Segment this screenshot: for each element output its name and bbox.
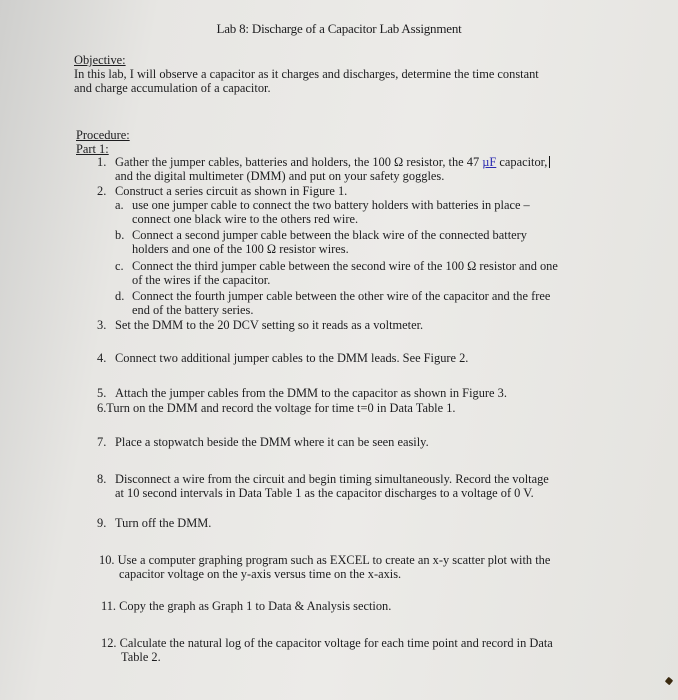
step-2b-line1: Connect a second jumper cable between the black wire of the connected battery (132, 228, 527, 242)
step-2a (115, 198, 530, 226)
step-2a-label: a. (115, 198, 124, 212)
step-3-number: 3. (97, 318, 107, 332)
step-8-line2: at 10 second intervals in Data Table 1 as the capacitor discharges to a voltage of 0 V. (115, 486, 534, 501)
document-title: Lab 8: Discharge of a Capacitor Lab Assignment (216, 21, 462, 36)
step-6 (97, 401, 456, 415)
step-3 (97, 318, 423, 332)
step-2b-line2: holders and one of the 100 Ω resistor wires. (132, 242, 349, 257)
step-1-number: 1. (97, 155, 107, 169)
step-9-text: Turn off the DMM. (115, 516, 212, 530)
step-2-number: 2. (97, 184, 107, 198)
step-12-number: 12. (101, 636, 117, 650)
step-12-line2: Table 2. (121, 650, 161, 665)
step-10-line1: Use a computer graphing program such as EXCEL to create an x-y scatter plot with the (117, 553, 551, 567)
step-4-text: Connect two additional jumper cables to the DMM leads. See Figure 2. (115, 351, 469, 365)
step-4 (97, 351, 468, 365)
step-5 (97, 386, 507, 400)
step-2a-line2: connect one black wire to the others red wire. (132, 212, 359, 227)
objective-text-line2: and charge accumulation of a capacitor. (74, 81, 271, 96)
procedure-heading: Procedure: (76, 128, 130, 142)
step-2 (97, 184, 347, 198)
step-11-text: Copy the graph as Graph 1 to Data & Analysis section. (119, 599, 392, 613)
step-10 (99, 553, 550, 581)
step-8 (97, 472, 549, 500)
step-9 (97, 516, 211, 530)
objective-section (74, 53, 539, 96)
step-2d-line1: Connect the fourth jumper cable between the other wire of the capacitor and the free (132, 289, 551, 303)
step-2a-line1: use one jumper cable to connect the two battery holders with batteries in place – (132, 198, 530, 212)
objective-heading: Objective: (74, 53, 126, 67)
step-4-number: 4. (97, 351, 107, 365)
text-cursor (549, 156, 550, 168)
step-2d-label: d. (115, 289, 125, 303)
step-12 (101, 636, 553, 664)
step-1-unit: µF (482, 155, 497, 169)
step-2c-line2: of the wires if the capacitor. (132, 273, 271, 288)
step-1-text-a: Gather the jumper cables, batteries and holders, the 100 Ω resistor, the 47 (115, 155, 483, 169)
step-10-number: 10. (99, 553, 115, 567)
step-2c-label: c. (115, 259, 124, 273)
step-10-line2: capacitor voltage on the y-axis versus time on the x-axis. (119, 567, 402, 582)
step-3-text: Set the DMM to the 20 DCV setting so it reads as a voltmeter. (115, 318, 424, 332)
step-5-number: 5. (97, 386, 107, 400)
step-2c (115, 259, 558, 287)
step-2c-line1: Connect the third jumper cable between the second wire of the 100 Ω resistor and one (132, 259, 558, 273)
step-2-text: Construct a series circuit as shown in Figure 1. (115, 184, 348, 198)
step-9-number: 9. (97, 516, 107, 530)
step-7-number: 7. (97, 435, 107, 449)
part-heading: Part 1: (76, 142, 109, 157)
step-7-text: Place a stopwatch beside the DMM where it can be seen easily. (115, 435, 429, 449)
edge-mark (665, 677, 673, 685)
step-2b (115, 228, 527, 256)
step-2b-label: b. (115, 228, 125, 242)
step-12-line1: Calculate the natural log of the capacitor voltage for each time point and record in Data (119, 636, 553, 650)
step-6-text: 6.Turn on the DMM and record the voltage for time t=0 in Data Table 1. (97, 401, 456, 415)
step-1 (97, 155, 550, 183)
objective-text-line1: In this lab, I will observe a capacitor as it charges and discharges, determine the time constant (74, 67, 539, 82)
step-11 (101, 599, 391, 613)
step-7 (97, 435, 429, 449)
step-1-line2: and the digital multimeter (DMM) and put on your safety goggles. (115, 169, 445, 184)
step-5-text: Attach the jumper cables from the DMM to the capacitor as shown in Figure 3. (115, 386, 507, 400)
step-2d (115, 289, 550, 317)
step-11-number: 11. (101, 599, 117, 613)
procedure-heading-block (76, 128, 130, 156)
step-1-text-b: capacitor, (496, 155, 548, 169)
step-8-line1: Disconnect a wire from the circuit and begin timing simultaneously. Record the voltage (115, 472, 549, 486)
step-2d-line2: end of the battery series. (132, 303, 254, 318)
step-8-number: 8. (97, 472, 107, 486)
